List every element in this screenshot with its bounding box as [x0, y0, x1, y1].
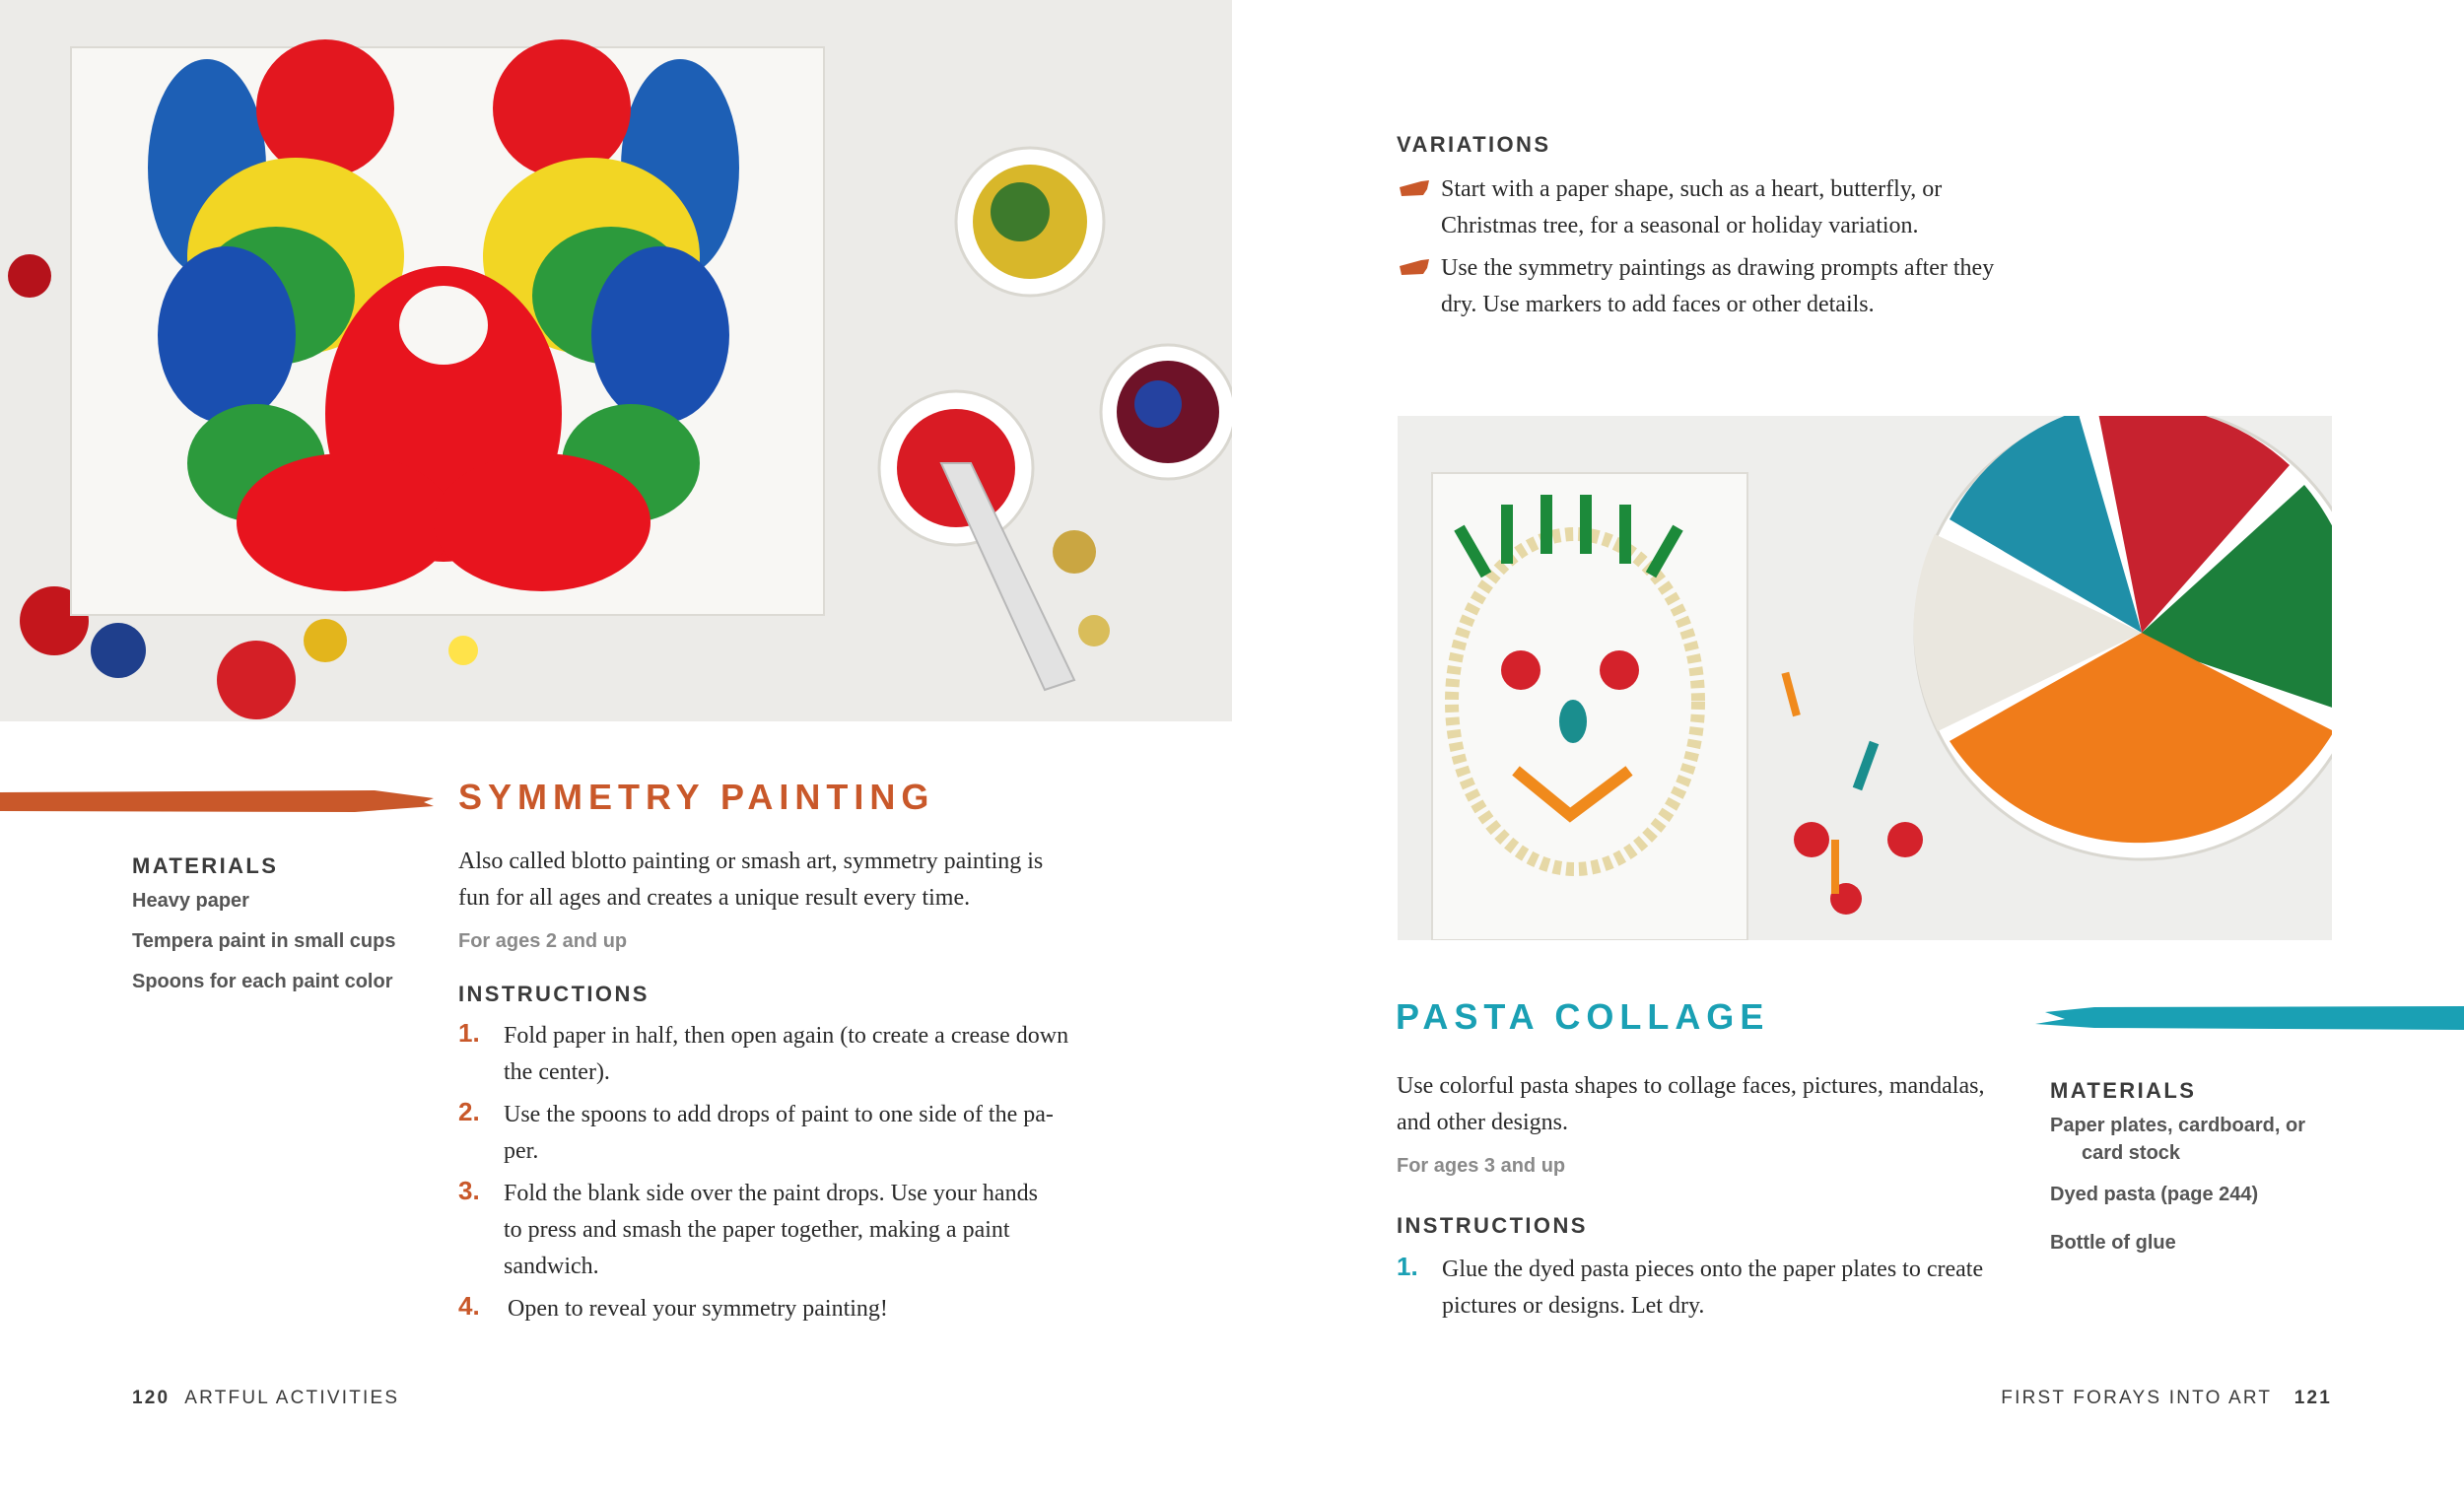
variation-line: Christmas tree, for a seasonal or holiday variation.	[1441, 213, 1919, 238]
step-line: per.	[504, 1138, 539, 1164]
step-number: 3.	[458, 1176, 480, 1205]
material-line: card stock	[2082, 1142, 2181, 1164]
material-line: Paper plates, cardboard, or	[2050, 1115, 2305, 1136]
step-line: Glue the dyed pasta pieces onto the paper plates to create	[1442, 1257, 1984, 1282]
material-item: Heavy paper	[132, 890, 249, 912]
material-line: Dyed pasta (page 244)	[2050, 1184, 2259, 1205]
page-number: 121	[2293, 1388, 2332, 1408]
material-item	[2050, 1229, 2176, 1257]
step-line: sandwich.	[504, 1254, 599, 1279]
step-number: 1.	[1397, 1252, 1418, 1281]
brush-bullet-icon	[1400, 179, 1429, 197]
symmetry-intro	[458, 844, 1089, 917]
right-footer	[2001, 1388, 2332, 1409]
materials-heading: MATERIALS	[2050, 1078, 2197, 1103]
step-text	[1442, 1252, 2053, 1325]
step-line: Open to reveal your symmetry painting!	[508, 1296, 888, 1322]
variation-item	[1441, 250, 2072, 323]
step-line: Fold paper in half, then open again (to create a crease down	[504, 1023, 1069, 1049]
intro-line: Also called blotto painting or smash art, symmetry painting is	[458, 849, 1044, 874]
pasta-collage-title: PASTA COLLAGE	[1396, 996, 1770, 1037]
variation-line: Start with a paper shape, such as a heart, butterfly, or	[1441, 176, 1943, 202]
variation-item	[1441, 171, 2072, 244]
step-line: to press and smash the paper together, making a paint	[504, 1217, 1010, 1243]
intro-line: fun for all ages and creates a unique result every time.	[458, 885, 971, 911]
material-item	[2050, 1112, 2346, 1167]
step-text	[504, 1176, 1115, 1285]
brush-bullet-icon	[1400, 258, 1429, 276]
step-line: Fold the blank side over the paint drops. Use your hands	[504, 1181, 1038, 1206]
section-name: FIRST FORAYS INTO ART	[2001, 1388, 2273, 1408]
variation-line: Use the symmetry paintings as drawing prompts after they	[1441, 255, 1995, 281]
step-text	[508, 1291, 1119, 1327]
intro-line: and other designs.	[1397, 1110, 1568, 1135]
ages-label: For ages 3 and up	[1397, 1155, 1566, 1177]
section-name: ARTFUL ACTIVITIES	[184, 1388, 400, 1408]
symmetry-painting-title: SYMMETRY PAINTING	[458, 777, 935, 817]
material-item	[2050, 1181, 2258, 1208]
symmetry-painting-photo	[0, 0, 1232, 721]
step-number: 4.	[458, 1291, 480, 1321]
step-line: pictures or designs. Let dry.	[1442, 1293, 1705, 1319]
step-number: 2.	[458, 1097, 480, 1126]
material-item: Tempera paint in small cups	[132, 930, 396, 952]
variations-heading: VARIATIONS	[1397, 132, 1551, 157]
step-text	[504, 1018, 1115, 1091]
material-line: Bottle of glue	[2050, 1232, 2176, 1254]
orange-brush-stroke	[0, 786, 434, 816]
step-line: Use the spoons to add drops of paint to one side of the pa-	[504, 1102, 1054, 1127]
teal-brush-stroke	[2035, 1002, 2464, 1034]
material-item: Spoons for each paint color	[132, 971, 393, 992]
materials-heading: MATERIALS	[132, 853, 279, 878]
pasta-intro	[1397, 1068, 2027, 1141]
instructions-heading: INSTRUCTIONS	[1397, 1213, 1588, 1238]
page-number: 120	[132, 1388, 171, 1408]
left-footer	[132, 1388, 399, 1409]
step-line: the center).	[504, 1059, 610, 1085]
pasta-collage-photo	[1398, 416, 2332, 940]
intro-line: Use colorful pasta shapes to collage faces, pictures, mandalas,	[1397, 1073, 1985, 1099]
variation-line: dry. Use markers to add faces or other details.	[1441, 292, 1875, 317]
instructions-heading: INSTRUCTIONS	[458, 982, 650, 1006]
ages-label: For ages 2 and up	[458, 930, 628, 952]
step-number: 1.	[458, 1018, 480, 1048]
step-text	[504, 1097, 1115, 1170]
